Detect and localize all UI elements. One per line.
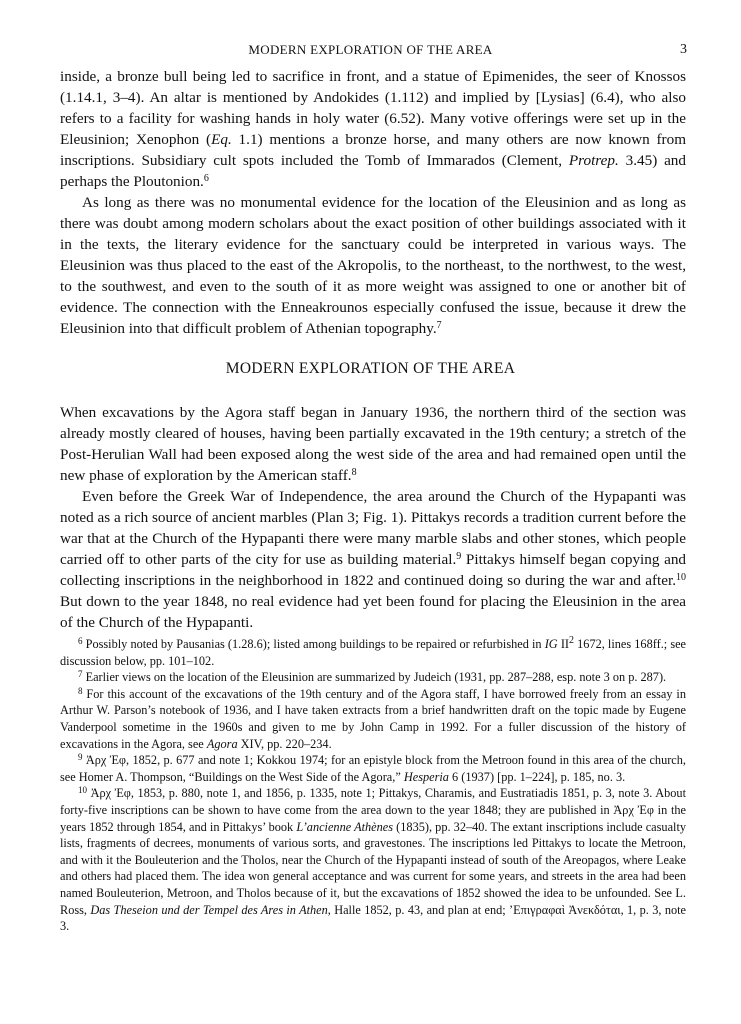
text-run: 1672, lines 168ff.; see discussion below, pp. 101–102. xyxy=(60,637,687,668)
note-reference: 8 xyxy=(351,467,357,478)
text-run: Ἀρχ Ἐφ, 1852, p. 677 and note 1; Kokkou 1974; for an epistyle block from the Metroon found in this area of the church, see Homer A. Thompson, “Buildings on the West Side of the Agora,” xyxy=(60,753,686,784)
footnote xyxy=(60,669,686,686)
text-run: Even before the Greek War of Independence, the area around the Church of the Hypapanti was noted as a rich source of ancient marbles (Plan 3; Fig. 1). Pittakys records a tradition current before the war that at the Church of the Hypapanti there were many marble slabs and other stones, which people carried off to other parts of the city for use as building material. xyxy=(60,488,686,568)
note-reference: 7 xyxy=(78,669,83,680)
text-run: Das Theseion und der Tempel des Ares in Athen xyxy=(90,902,328,917)
text-run: Eq. xyxy=(211,131,232,148)
note-reference: 6 xyxy=(78,636,83,646)
text-run: L’ancienne Athènes xyxy=(296,819,394,834)
page-number: 3 xyxy=(680,42,687,57)
text-run: XIV, pp. 220–234. xyxy=(237,736,332,751)
paragraph xyxy=(60,486,686,633)
text-run: inside, a bronze bull being led to sacrifice in front, and a statue of Epimenides, the seer of Knossos (1.14.1, 3–4). An altar is mentioned by Andokides (1.112) and implied by [Lysias] (6.4), who also refers to a facility for washing hands in holy water (6.52). Many votive offerings were set up in the Eleusinion; Xenophon ( xyxy=(60,68,686,148)
text-run: Possibly noted by Pausanias (1.28.6); listed among buildings to be repaired or refurbished in xyxy=(82,637,545,651)
text-run: As long as there was no monumental evidence for the location of the Eleusinion and as long as there was doubt among modern scholars about the exact position of other buildings associated with it in the texts, the literary evidence for the sanctuary could be interpreted in various ways. The Eleusinion was thus placed to the east of the Akropolis, to the northeast, to the northwest, to the west, to the southwest, and even to the south of it as more weight was assigned to one or another bit of evidence. The connection with the Enneakrounos especially confused the issue, because it drew the Eleusinion into that difficult problem of Athenian topography. xyxy=(60,194,686,337)
paragraph xyxy=(60,192,686,339)
note-reference: 2 xyxy=(569,635,575,646)
paragraph xyxy=(60,402,686,486)
text-run: IG xyxy=(544,637,558,651)
text-run: Ἀρχ Ἐφ, 1853, p. 880, note 1, and 1856, p. 1335, note 1; Pittakys, Charamis, and Eustratiadis 1851, p. 3, note 3. About forty-five inscriptions can be shown to have come from the area down to the year 1848; they are published in Ἀρχ Ἐφ in the years 1852 through 1854, and in Pittakys’ book xyxy=(60,786,686,834)
footnote xyxy=(60,686,686,752)
note-reference: 10 xyxy=(78,785,87,796)
note-reference: 7 xyxy=(436,320,442,331)
text-run: Earlier views on the location of the Eleusinion are summarized by Judeich (1931, pp. 287–288, esp. note 3 on p. 287). xyxy=(82,670,667,685)
intro-text xyxy=(60,66,686,339)
text-run: 3.45) and perhaps the Ploutonion. xyxy=(60,152,686,190)
running-head: MODERN EXPLORATION OF THE AREA xyxy=(248,42,493,57)
text-run: , Halle 1852, p. 43, and plan at end; ’Επιγραφαὶ Ἀνεκδόται, 1, p. 3, note 3. xyxy=(60,902,686,934)
text-run: II xyxy=(557,637,570,651)
text-run: Agora xyxy=(206,736,238,751)
note-reference: 9 xyxy=(78,752,83,763)
text-run: 6 (1937) [pp. 1–224], p. 185, no. 3. xyxy=(448,769,626,784)
paragraph xyxy=(60,66,686,192)
text-run: Protrep. xyxy=(568,152,619,169)
text-run: (1835), pp. 32–40. The extant inscriptions include casualty lists, fragments of decrees, monuments of various sorts, and gravestones. The inscriptions led Pittakys to locate the Metroon, and with it the Bouleuterion and the Tholos, near the Church of the Hypapanti instead of south of the Areopagos, where Leake and others had placed them. The idea won general acceptance and was current for some years, and streets in the area had been named Bouleuterion, Metroon, and Tholos because of it, but the excavations of 1852 showed the idea to be unfounded. See L. Ross, xyxy=(60,819,687,917)
text-run: But down to the year 1848, no real evidence had yet been found for placing the Eleusinion in the area of the Church of the Hypapanti. xyxy=(60,593,686,631)
text-run: Hesperia xyxy=(403,769,449,784)
footnote xyxy=(60,785,686,934)
note-reference: 9 xyxy=(456,551,462,562)
note-reference: 10 xyxy=(676,572,686,583)
footnote xyxy=(60,752,686,785)
text-run: When excavations by the Agora staff began in January 1936, the northern third of the section was already mostly cleared of houses, having been partially excavated in the 19th century; a stretch of the Post-Herulian Wall had been exposed along the west side of the area and had remained open until the new phase of exploration by the American staff. xyxy=(60,404,686,484)
text-run: For this account of the excavations of the 19th century and of the Agora staff, I have borrowed freely from an essay in Arthur W. Parson’s notebook of 1936, and I have taken extracts from a brief handwritten draft on the topic made by Eugene Vanderpool sometime in the 1960s and given to me by John Camp in 1992. For a fuller discussion of the history of excavations in the Agora, see xyxy=(60,686,686,751)
section-heading: MODERN EXPLORATION OF THE AREA xyxy=(225,360,516,377)
section-text xyxy=(60,402,686,633)
note-reference: 8 xyxy=(78,685,83,696)
text-run: Pittakys himself began copying and collecting inscriptions in the neighborhood in 1822 and continued doing so during the war and after. xyxy=(60,551,687,589)
text-run: 1.1) mentions a bronze horse, and many others are now known from inscriptions. Subsidiary cult spots included the Tomb of Immarados (Clement, xyxy=(60,131,687,169)
footnote xyxy=(60,636,686,669)
note-reference: 6 xyxy=(203,173,209,184)
footnotes xyxy=(60,636,686,935)
